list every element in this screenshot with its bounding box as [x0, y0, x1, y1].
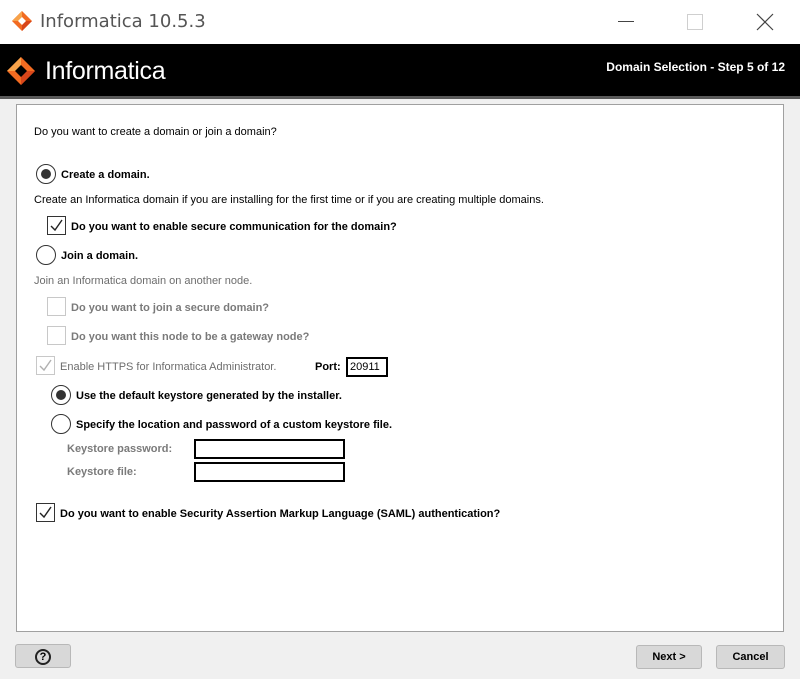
create-domain-radio[interactable] [36, 164, 56, 184]
next-button[interactable]: Next > [636, 645, 702, 669]
step-indicator: Domain Selection - Step 5 of 12 [606, 60, 785, 74]
close-icon [756, 13, 774, 31]
domain-question: Do you want to create a domain or join a domain? [34, 126, 277, 138]
informatica-logo-icon [6, 56, 36, 86]
cancel-button[interactable]: Cancel [716, 645, 785, 669]
gateway-node-label[interactable]: Do you want this node to be a gateway node? [71, 331, 310, 343]
installer-header [0, 44, 800, 99]
port-label: Port: [315, 361, 341, 373]
join-domain-description: Join an Informatica domain on another node. [34, 275, 253, 287]
keystore-file-label: Keystore file: [67, 466, 137, 478]
port-input[interactable] [346, 357, 388, 377]
keystore-password-input[interactable] [194, 439, 345, 459]
checkmark-icon [38, 505, 53, 520]
secure-communication-checkbox[interactable] [47, 216, 66, 235]
custom-keystore-radio[interactable] [51, 414, 71, 434]
join-secure-domain-checkbox[interactable] [47, 297, 66, 316]
informatica-app-icon [12, 11, 32, 31]
saml-checkbox[interactable] [36, 503, 55, 522]
join-domain-radio[interactable] [36, 245, 56, 265]
gateway-node-checkbox[interactable] [47, 326, 66, 345]
custom-keystore-label[interactable]: Specify the location and password of a custom keystore file. [76, 419, 393, 431]
create-domain-description: Create an Informatica domain if you are installing for the first time or if you are creating multiple domains. [34, 194, 544, 206]
help-icon: ? [35, 649, 51, 665]
maximize-button[interactable] [672, 0, 718, 44]
secure-communication-label[interactable]: Do you want to enable secure communication for the domain? [71, 221, 397, 233]
brand-name: Informatica [45, 57, 166, 85]
close-button[interactable] [742, 0, 788, 44]
create-domain-label[interactable]: Create a domain. [61, 169, 150, 181]
minimize-button[interactable] [602, 0, 648, 44]
enable-https-checkbox[interactable] [36, 356, 55, 375]
checkmark-icon [49, 218, 64, 233]
keystore-password-label: Keystore password: [67, 443, 173, 455]
default-keystore-label[interactable]: Use the default keystore generated by the installer. [76, 390, 342, 402]
saml-label[interactable]: Do you want to enable Security Assertion Markup Language (SAML) authentication? [60, 508, 501, 520]
checkmark-icon [38, 358, 53, 373]
title-bar [0, 0, 800, 44]
join-domain-label[interactable]: Join a domain. [61, 250, 139, 262]
keystore-file-input[interactable] [194, 462, 345, 482]
help-button[interactable] [15, 644, 71, 668]
window-title: Informatica 10.5.3 [40, 11, 206, 32]
join-secure-domain-label[interactable]: Do you want to join a secure domain? [71, 302, 270, 314]
content-panel [16, 104, 784, 632]
default-keystore-radio[interactable] [51, 385, 71, 405]
enable-https-label[interactable]: Enable HTTPS for Informatica Administrator. [60, 361, 277, 373]
